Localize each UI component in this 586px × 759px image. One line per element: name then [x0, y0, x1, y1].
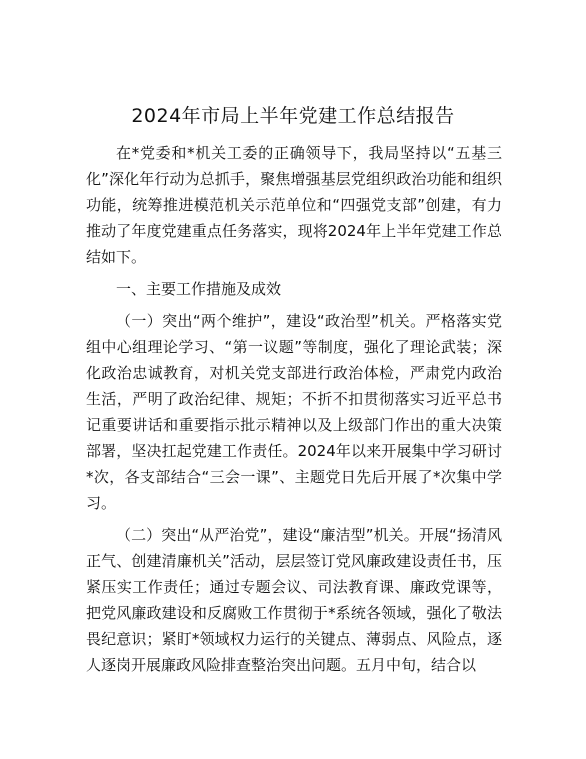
paragraph-clean: （二）突出“从严治党”，建设“廉洁型”机关。开展“扬清风正气、创建清廉机关”活动，层层签订党风廉政建设责任书，压紧压实工作责任；通过专题会议、司法教育课、廉政党课等，把党风廉政建设和反腐败工作贯彻于*系统各领域，强化了敬法畏纪意识；紧盯*领域权力运行的关键点、薄弱点、风险点，逐人逐岗开展廉政风险排查整治突出问题。五月中旬，结合以: [86, 526, 502, 674]
paragraph-political: （一）突出“两个维护”，建设“政治型”机关。严格落实党组中心组理论学习、“第一议题”等制度，强化了理论武装；深化政治忠诚教育，对机关党支部进行政治体检，严肃党内政治生活，严明了政治纪律、规矩；不折不扣贯彻落实习近平总书记重要讲话和重要指示批示精神以及上级部门作出的重大决策部署，坚决扛起党建工作责任。2024年以来开展集中学习研讨*次，各支部结合“三会一课”、主题党日先后开展了*次集中学习。: [86, 312, 502, 512]
document-body: [86, 140, 502, 678]
intro-paragraph: 在*党委和*机关工委的正确领导下，我局坚持以“五基三化”深化年行动为总抓手，聚焦增强基层党组织政治功能和组织功能，统筹推进模范机关示范单位和“四强党支部”创建，有力推动了年度党建重点任务落实，现将2024年上半年党建工作总结如下。: [86, 144, 502, 266]
document-title: 2024年市局上半年党建工作总结报告: [131, 105, 455, 127]
section-heading: 一、主要工作措施及成效: [116, 280, 282, 298]
